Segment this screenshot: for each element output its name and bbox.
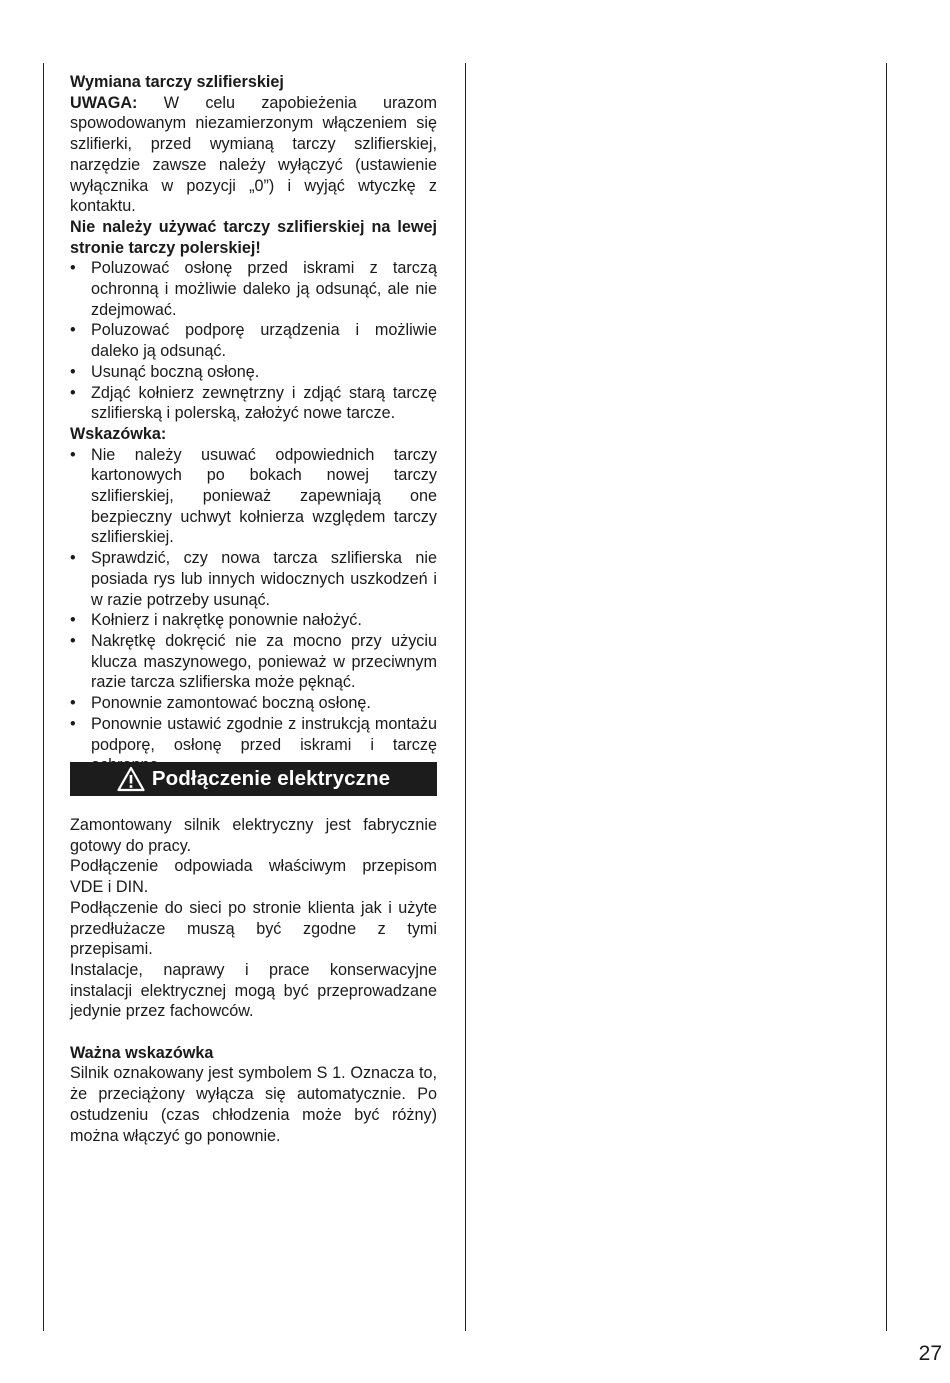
list-item-text: Poluzować podporę urządzenia i możliwie daleko ją odsunąć. bbox=[91, 321, 437, 361]
bullet-icon: • bbox=[70, 362, 76, 381]
bullet-icon: • bbox=[70, 321, 76, 340]
page-number: 27 bbox=[918, 1342, 942, 1365]
hint-heading: Wskazówka: bbox=[70, 424, 167, 443]
hints-list bbox=[70, 445, 437, 776]
list-item-text: Kołnierz i nakrętkę ponownie nałożyć. bbox=[91, 611, 362, 630]
important-text: Silnik oznakowany jest symbolem S 1. Oznacza to, że przeciążony wyłącza się automatycznie. Po ostudzeniu (czas chłodzenia może być różny) można włączyć go ponownie. bbox=[70, 1064, 437, 1145]
column-divider-right bbox=[886, 63, 887, 1331]
list-item-text: Nakrętkę dokręcić nie za mocno przy użyciu klucza maszynowego, ponieważ w przeciwnym razie tarcza szlifierska może pęknąć. bbox=[91, 631, 437, 692]
list-item-text: Ponownie zamontować boczną osłonę. bbox=[91, 694, 371, 713]
list-item bbox=[70, 445, 437, 549]
list-item-text: Ponownie ustawić zgodnie z instrukcją montażu podporę, osłonę przed iskrami i tarczę bbox=[91, 714, 437, 754]
paragraph: Zamontowany silnik elektryczny jest fabrycznie gotowy do pracy. bbox=[70, 816, 437, 855]
paragraph: Podłączenie do sieci po stronie klienta jak i użyte przedłużacze muszą być zgodne z tymi przepisami. bbox=[70, 898, 437, 959]
list-item bbox=[70, 320, 437, 361]
section-heading: Wymiana tarczy szlifierskiej bbox=[70, 73, 284, 91]
list-item bbox=[70, 362, 437, 383]
column-divider-left bbox=[43, 63, 44, 1331]
list-item-text: Zdjąć kołnierz zewnętrzny i zdjąć starą tarczę szlifierską i polerską, założyć nowe tarcze. bbox=[91, 383, 437, 423]
paragraph: Podłączenie odpowiada właściwym przepisom VDE i DIN. bbox=[70, 857, 437, 897]
list-item bbox=[70, 631, 437, 693]
steps-list bbox=[70, 258, 437, 424]
paragraph: Instalacje, naprawy i prace konserwacyjne instalacji elektrycznej mogą być przeprowadzane jedynie przez fachowców. bbox=[70, 960, 437, 1021]
bullet-icon: • bbox=[70, 631, 76, 650]
bullet-icon: • bbox=[70, 694, 76, 713]
section-title-bar bbox=[70, 762, 437, 796]
bullet-icon: • bbox=[70, 714, 76, 733]
list-item bbox=[70, 693, 437, 714]
bullet-icon: • bbox=[70, 383, 76, 402]
warning-text: W celu zapobieżenia urazom spowodowanym niezamierzonym włączeniem się szlifierki, przed wymianą tarczy szlifierskiej, narzędzie zawsze należy wyłączyć (ustawienie wyłącznika w pozycji „0”) i wyjąć wtyczkę z kontaktu. bbox=[70, 93, 437, 216]
bullet-icon: • bbox=[70, 445, 76, 464]
list-item bbox=[70, 383, 437, 424]
column-divider-middle bbox=[465, 63, 466, 1331]
warning-paragraph bbox=[70, 93, 437, 217]
bold-notice: Nie należy używać tarczy szlifierskiej na lewej stronie tarczy polerskiej! bbox=[70, 217, 437, 257]
grinding-wheel-section bbox=[70, 72, 437, 776]
list-item-text: Poluzować osłonę przed iskrami z tarczą ochronną i możliwie daleko ją odsunąć, ale nie zdejmować. bbox=[91, 259, 437, 319]
bullet-icon: • bbox=[70, 611, 76, 630]
list-item-text: Nie należy usuwać odpowiednich tarczy kartonowych po bokach nowej tarczy szlifierskiej, ponieważ zapewniają one bezpieczny uchwyt kołnierza względem tarczy szlifierskiej. bbox=[91, 445, 437, 547]
warning-label: UWAGA: bbox=[70, 93, 138, 112]
list-item bbox=[70, 548, 437, 610]
bullet-icon: • bbox=[70, 549, 76, 568]
spacer bbox=[70, 1022, 437, 1043]
section-title: Podłączenie elektryczne bbox=[151, 767, 391, 790]
list-item bbox=[70, 610, 437, 631]
electrical-connection-section bbox=[70, 815, 437, 1146]
warning-triangle-icon bbox=[117, 766, 145, 792]
list-item bbox=[70, 258, 437, 320]
list-item-text: Sprawdzić, czy nowa tarcza szlifierska nie posiada rys lub innych widocznych uszkodzeń i w razie potrzeby usunąć. bbox=[91, 549, 437, 609]
important-heading: Ważna wskazówka bbox=[70, 1043, 214, 1062]
bullet-icon: • bbox=[70, 259, 76, 278]
list-item-text: Usunąć boczną osłonę. bbox=[91, 362, 260, 381]
